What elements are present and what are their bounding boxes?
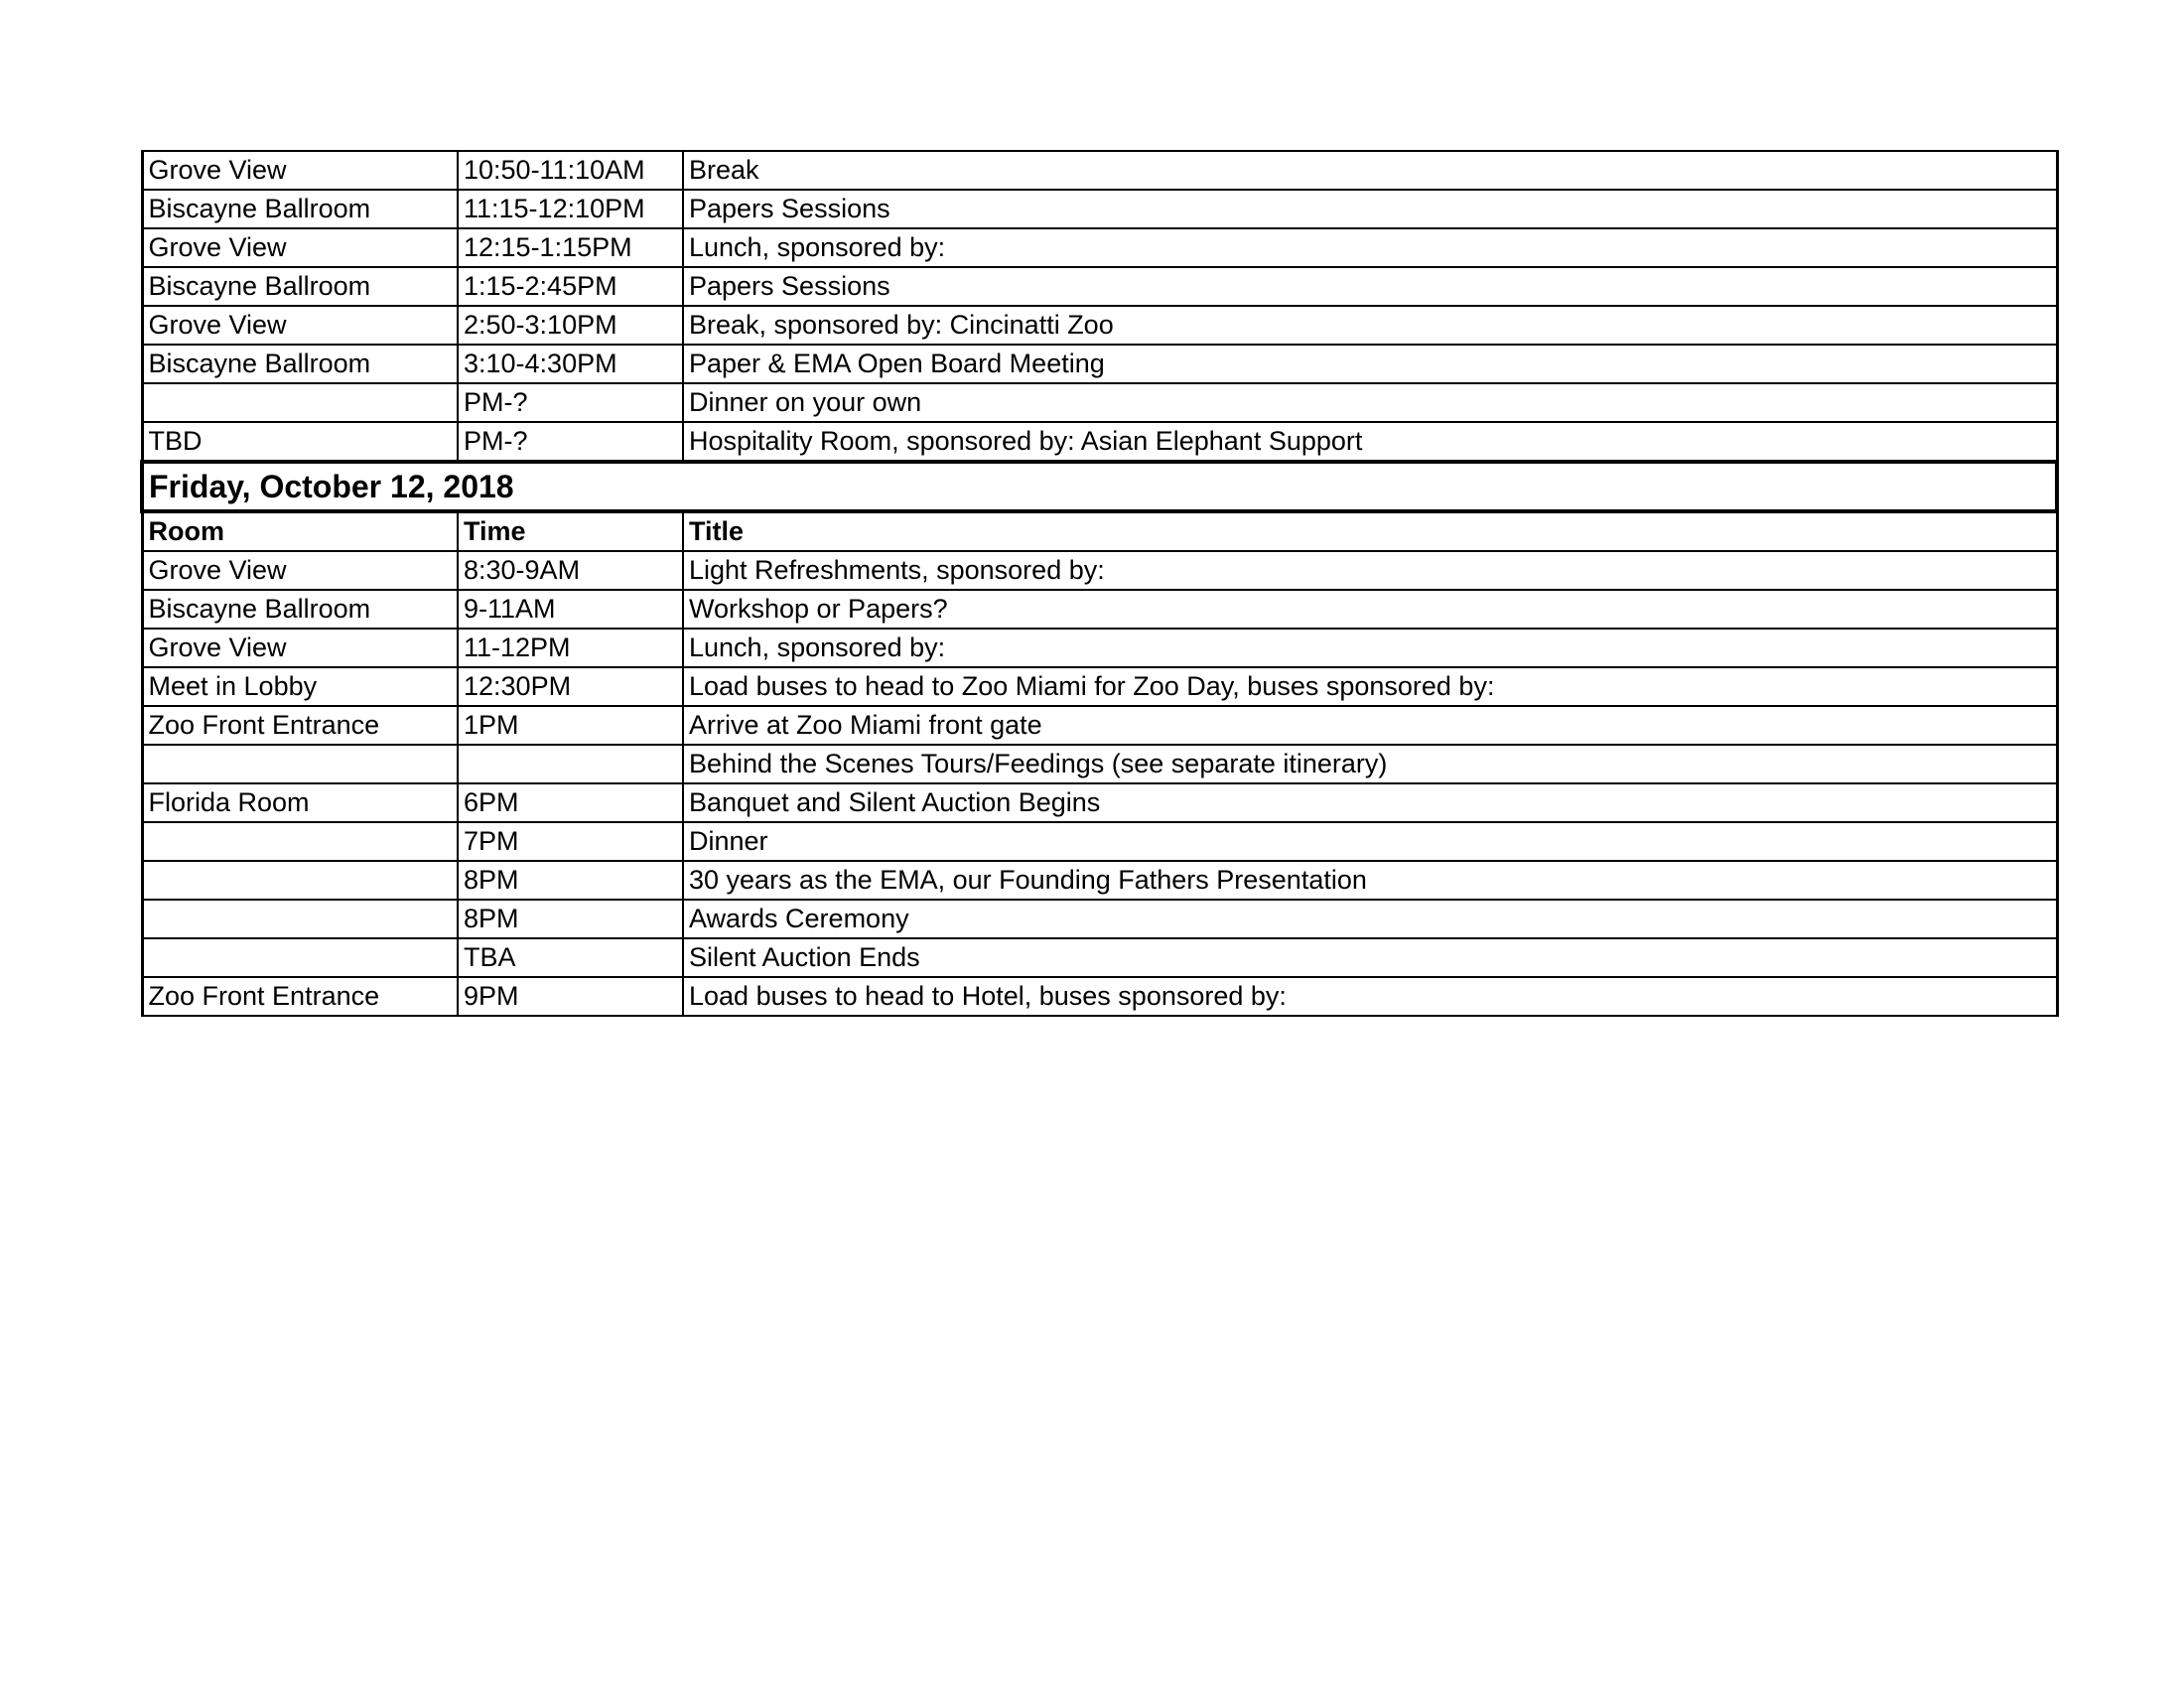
- title-cell: Light Refreshments, sponsored by:: [683, 551, 2057, 590]
- title-cell: Workshop or Papers?: [683, 590, 2057, 629]
- time-cell: 3:10-4:30PM: [458, 345, 683, 383]
- table-row: [142, 900, 2057, 938]
- time-cell: 12:15-1:15PM: [458, 228, 683, 267]
- table-row: [142, 822, 2057, 861]
- room-cell: Grove View: [142, 629, 458, 667]
- title-cell: Break: [683, 151, 2057, 190]
- title-cell: 30 years as the EMA, our Founding Fathers Presentation: [683, 861, 2057, 900]
- room-cell: [142, 900, 458, 938]
- time-cell: 12:30PM: [458, 667, 683, 706]
- title-cell: Lunch, sponsored by:: [683, 228, 2057, 267]
- room-cell: Zoo Front Entrance: [142, 977, 458, 1016]
- room-cell: [142, 383, 458, 422]
- title-cell: Awards Ceremony: [683, 900, 2057, 938]
- title-cell: Break, sponsored by: Cincinatti Zoo: [683, 306, 2057, 345]
- schedule-body: [142, 151, 2057, 1016]
- room-cell: Biscayne Ballroom: [142, 190, 458, 228]
- column-header-row: [142, 511, 2057, 551]
- table-row: [142, 977, 2057, 1016]
- column-header-room: Room: [142, 511, 458, 551]
- table-row: [142, 667, 2057, 706]
- table-row: [142, 228, 2057, 267]
- time-cell: 8PM: [458, 900, 683, 938]
- title-cell: Paper & EMA Open Board Meeting: [683, 345, 2057, 383]
- room-cell: Biscayne Ballroom: [142, 345, 458, 383]
- title-cell: Load buses to head to Hotel, buses sponsored by:: [683, 977, 2057, 1016]
- room-cell: [142, 822, 458, 861]
- room-cell: [142, 861, 458, 900]
- table-row: [142, 267, 2057, 306]
- time-cell: [458, 745, 683, 783]
- table-row: [142, 745, 2057, 783]
- title-cell: Banquet and Silent Auction Begins: [683, 783, 2057, 822]
- time-cell: 7PM: [458, 822, 683, 861]
- title-cell: Dinner on your own: [683, 383, 2057, 422]
- time-cell: 6PM: [458, 783, 683, 822]
- room-cell: Meet in Lobby: [142, 667, 458, 706]
- time-cell: 9-11AM: [458, 590, 683, 629]
- table-row: [142, 629, 2057, 667]
- title-cell: Arrive at Zoo Miami front gate: [683, 706, 2057, 745]
- time-cell: 1PM: [458, 706, 683, 745]
- time-cell: PM-?: [458, 422, 683, 462]
- column-header-title: Title: [683, 511, 2057, 551]
- room-cell: Zoo Front Entrance: [142, 706, 458, 745]
- title-cell: Dinner: [683, 822, 2057, 861]
- table-row: [142, 383, 2057, 422]
- column-header-time: Time: [458, 511, 683, 551]
- table-row: [142, 938, 2057, 977]
- table-row: [142, 551, 2057, 590]
- time-cell: 9PM: [458, 977, 683, 1016]
- title-cell: Papers Sessions: [683, 190, 2057, 228]
- table-row: [142, 783, 2057, 822]
- time-cell: 2:50-3:10PM: [458, 306, 683, 345]
- table-row: [142, 590, 2057, 629]
- time-cell: 8:30-9AM: [458, 551, 683, 590]
- time-cell: 1:15-2:45PM: [458, 267, 683, 306]
- table-row: [142, 706, 2057, 745]
- day-heading: Friday, October 12, 2018: [142, 462, 2057, 511]
- room-cell: Grove View: [142, 306, 458, 345]
- title-cell: Silent Auction Ends: [683, 938, 2057, 977]
- day-heading-row: [142, 462, 2057, 511]
- table-row: [142, 151, 2057, 190]
- room-cell: [142, 938, 458, 977]
- room-cell: Grove View: [142, 551, 458, 590]
- table-row: [142, 422, 2057, 462]
- room-cell: [142, 745, 458, 783]
- title-cell: Behind the Scenes Tours/Feedings (see separate itinerary): [683, 745, 2057, 783]
- table-row: [142, 345, 2057, 383]
- room-cell: Biscayne Ballroom: [142, 590, 458, 629]
- time-cell: 11-12PM: [458, 629, 683, 667]
- time-cell: PM-?: [458, 383, 683, 422]
- table-row: [142, 190, 2057, 228]
- title-cell: Papers Sessions: [683, 267, 2057, 306]
- time-cell: 8PM: [458, 861, 683, 900]
- room-cell: Biscayne Ballroom: [142, 267, 458, 306]
- room-cell: Grove View: [142, 228, 458, 267]
- room-cell: Florida Room: [142, 783, 458, 822]
- room-cell: TBD: [142, 422, 458, 462]
- title-cell: Hospitality Room, sponsored by: Asian Elephant Support: [683, 422, 2057, 462]
- title-cell: Lunch, sponsored by:: [683, 629, 2057, 667]
- room-cell: Grove View: [142, 151, 458, 190]
- time-cell: TBA: [458, 938, 683, 977]
- table-row: [142, 861, 2057, 900]
- time-cell: 10:50-11:10AM: [458, 151, 683, 190]
- schedule-table: [140, 150, 2059, 1017]
- table-row: [142, 306, 2057, 345]
- title-cell: Load buses to head to Zoo Miami for Zoo Day, buses sponsored by:: [683, 667, 2057, 706]
- time-cell: 11:15-12:10PM: [458, 190, 683, 228]
